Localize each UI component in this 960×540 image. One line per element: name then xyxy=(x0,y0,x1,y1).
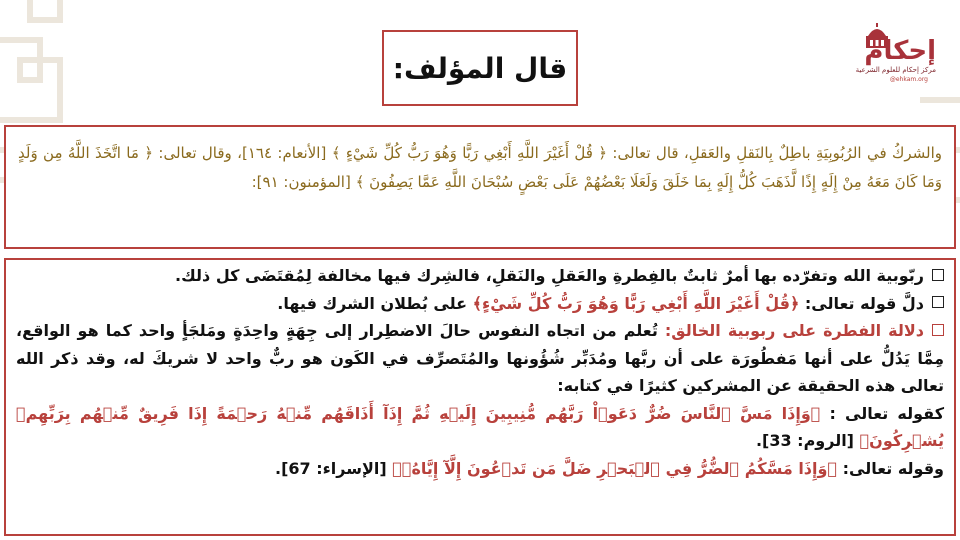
quote-verse-b: ﴿ مَا اتَّخَذَ اللَّهُ مِن وَلَدٍ وَمَا كَانَ مَعَهُ مِنْ إِلَهٍ إِذًا لَّذَهَبَ كُلُّ إِلَهٍ بِمَا خَلَقَ وَلَعَلَا بَعْضُهُمْ عَلَى بَعْضٍ سُبْحَانَ اللَّهِ عَمَّا يَصِفُونَ ﴾ xyxy=(18,144,942,191)
point-3 xyxy=(16,317,944,400)
ehkam-logo xyxy=(842,22,942,92)
point-5-verse: ﴿وَإِذَا مَسَّكُمُ ٱلضُّرُّ فِي ٱلۡبَحۡرِ ضَلَّ مَن تَدۡعُونَ إِلَّآ إِيَّاهُۖ﴾ xyxy=(392,458,838,478)
point-2-lead: دلَّ قوله تعالى: xyxy=(799,293,924,313)
logo-subtitle: مركز إحكام للعلوم الشرعية xyxy=(855,66,936,74)
point-5 xyxy=(16,455,944,483)
point-1-text: ربّوبية الله وتفرّده بها أمرٌ ثابتٌ بالفِطرةِ والعَقلِ والنَقلِ، فالشِرك فيها مخالفة لِمُقتَضَى كل ذلك. xyxy=(175,266,924,285)
quote-ref-b: [المؤمنون: ٩١]: xyxy=(251,173,356,191)
explanation-box xyxy=(4,258,956,536)
quote-ref-a: [الأنعام: ١٦٤]، وقال تعالى: xyxy=(153,144,332,162)
quote-text-a: والشركُ في الرُبُوبِيَةِ باطِلٌ بِالنَقلِ والعَقلِ، قال تعالى: xyxy=(607,144,942,162)
point-4 xyxy=(16,400,944,455)
point-3-body: تُعلم من اتجاه النفوس حالَ الاضطِرار إلى جِهَةٍ واحِدَةٍ ومَلجَأٍ واحد كما هو الواقع، مِمَّا يَدُلُّ على أنها مَفطُورَة على أن ربَّها ومُدَبِّر شُؤُونها والمُتَصرِّف في الكَون هو ربٌّ واحد لا شريكَ له، وقد ذكر الله تعالى هذه الحقيقة عن المشركين كثيرًا في كتابه: xyxy=(16,321,944,395)
logo-name: إحكام xyxy=(864,36,936,66)
quote-box xyxy=(4,125,956,249)
checkbox-bullet-icon xyxy=(932,324,944,336)
page-title: قال المؤلف: xyxy=(392,51,568,85)
quote-verse-a: ﴿ قُلْ أَغَيْرَ اللَّهِ أَبْغِي رَبًّا وَهُوَ رَبُّ كُلِّ شَيْءٍ ﴾ xyxy=(331,144,608,162)
quote-paragraph xyxy=(18,139,942,197)
point-2-verse: ﴿قُلْ أَغَيْرَ اللَّهِ أَبْغِي رَبًّا وَهُوَ رَبُّ كُلِّ شَيْءٍ﴾ xyxy=(472,293,800,313)
checkbox-bullet-icon xyxy=(932,296,944,308)
point-4-verse: ﴿وَإِذَا مَسَّ ٱلنَّاسَ ضُرٌّ دَعَوۡاْ رَبَّهُم مُّنِيبِينَ إِلَيۡهِ ثُمَّ إِذَآ أَذَاقَهُم مِّنۡهُ رَحۡمَةً إِذَا فَرِيقٌ مِّنۡهُم بِرَبِّهِمۡ يُشۡرِكُونَ﴾ xyxy=(16,403,944,450)
point-1 xyxy=(16,262,944,290)
point-4-ref: [الروم: 33]. xyxy=(755,431,860,450)
point-4-lead: كقوله تعالى : xyxy=(820,403,944,423)
logo-handle: @ehkam.org xyxy=(889,76,928,83)
point-5-ref: [الإسراء: 67]. xyxy=(275,458,393,478)
point-5-lead: وقوله تعالى: xyxy=(837,458,944,478)
point-2-tail: على بُطلان الشرك فيها. xyxy=(277,293,473,313)
point-3-heading: دلالة الفطرة على ربوبية الخالق: xyxy=(664,321,925,340)
title-box xyxy=(382,30,578,106)
checkbox-bullet-icon xyxy=(932,269,944,281)
point-2 xyxy=(16,290,944,318)
